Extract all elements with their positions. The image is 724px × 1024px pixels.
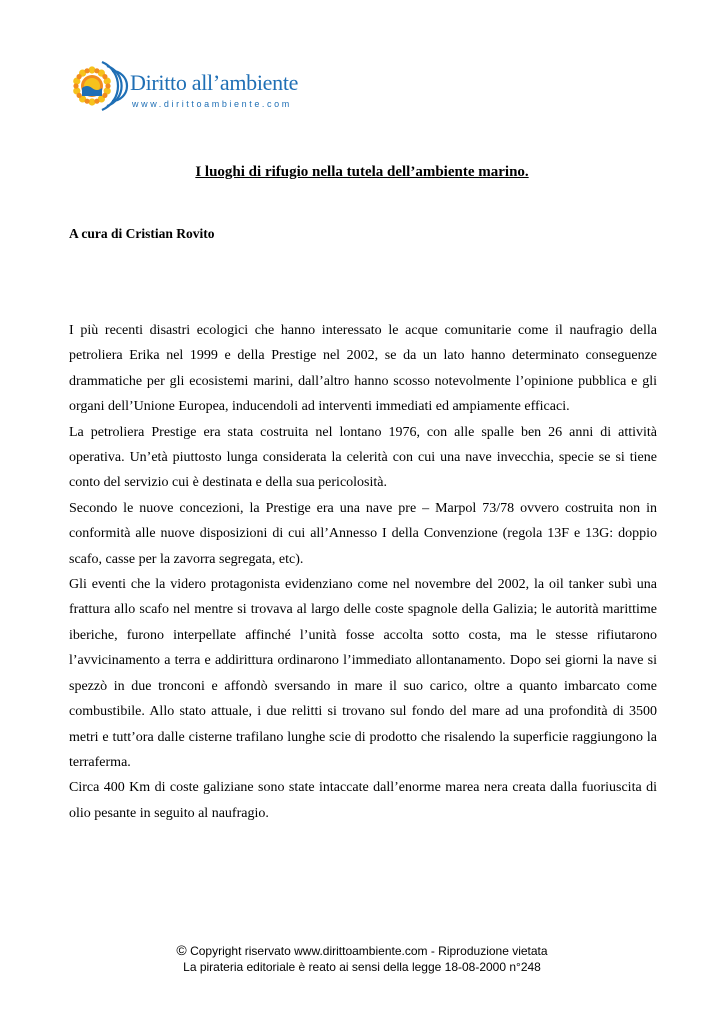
paragraph: Gli eventi che la videro protagonista evidenziano come nel novembre del 2002, la oil tanker subì una frattura allo scafo nel mentre si trovava al largo delle coste spagnole della Galizia; le autorità marittime iberiche, furono interpellate affinché l’unità fosse accolta sotto costa, ma le stesse rifiutarono l’avvicinamento a terra e addirittura ordinarono l’immediato allontanamento. Dopo sei giorni la nave si spezzò in due tronconi e affondò sversando in mare il suo carico, oltre a quanto imbarcato come combustibile. Allo stato attuale, i due relitti si trovano sul fondo del mare ad una profondità di 3500 metri e tutt’ora dalle cisterne trafilano lunghe scie di prodotto che risalendo la superficie raggiungono la terraferma. [69, 577, 657, 770]
page-footer [0, 942, 724, 975]
author-line: A cura di Cristian Rovito [69, 226, 215, 241]
paragraph: I più recenti disastri ecologici che hanno interessato le acque comunitarie come il naufragio della petroliera Erika nel 1999 e della Prestige nel 2002, se da un lato hanno determinato conseguenze drammatiche per gli ecosistemi marini, dall’altro hanno scosso notevolmente l’opinione pubblica e gli organi dell’Unione Europea, inducendoli ad interventi immediati ed ampiamente efficaci. [69, 323, 657, 415]
logo-url[interactable]: www.dirittoambiente.com [132, 99, 292, 109]
sun-waves-logo-icon [72, 56, 130, 116]
site-logo[interactable] [72, 56, 302, 116]
document-body [69, 318, 657, 826]
footer-line-1 [0, 942, 724, 959]
footer-line-2: La pirateria editoriale è reato ai sensi della legge 18-08-2000 n°248 [183, 960, 541, 974]
paragraph: Circa 400 Km di coste galiziane sono state intaccate dall’enorme marea nera creata dalla fuoriuscita di olio pesante in seguito al naufragio. [69, 780, 657, 821]
paragraph: La petroliera Prestige era stata costruita nel lontano 1976, con alle spalle ben 26 anni di attività operativa. Un’età piuttosto lunga considerata la celerità con cui una nave invecchia, specie se si tiene conto del servizio cui è destinata e della sua pericolosità. [69, 424, 657, 491]
logo-name: Diritto all’ambiente [130, 70, 299, 95]
paragraph: Secondo le nuove concezioni, la Prestige era una nave pre – Marpol 73/78 ovvero costruita non in conformità alle nuove disposizioni di cui all’Annesso I della Convenzione (regola 13F e 13G: doppio scafo, casse per la zavorra segregata, etc). [69, 500, 657, 567]
document-title: I luoghi di rifugio nella tutela dell’ambiente marino. [195, 164, 529, 180]
copyright-text: Copyright riservato www.dirittoambiente.com - Riproduzione vietata [190, 944, 548, 958]
copyright-icon: © [176, 942, 187, 958]
